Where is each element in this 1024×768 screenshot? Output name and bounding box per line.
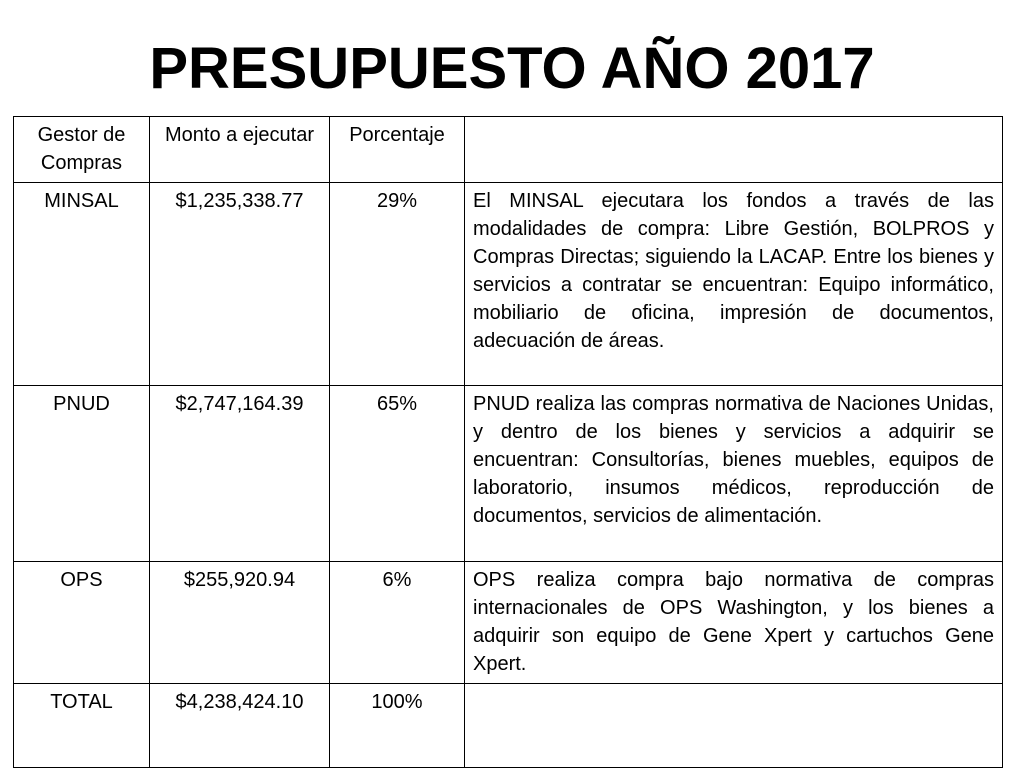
table-header-row bbox=[14, 117, 1003, 183]
header-porcentaje: Porcentaje bbox=[330, 117, 465, 183]
table-row-total bbox=[14, 684, 1003, 768]
header-descripcion bbox=[465, 117, 1003, 183]
cell-gestor: OPS bbox=[14, 562, 150, 684]
cell-descripcion bbox=[465, 684, 1003, 768]
cell-monto: $255,920.94 bbox=[150, 562, 330, 684]
cell-monto: $4,238,424.10 bbox=[150, 684, 330, 768]
cell-gestor: PNUD bbox=[14, 386, 150, 562]
cell-porcentaje: 29% bbox=[330, 183, 465, 386]
cell-descripcion: PNUD realiza las compras normativa de Naciones Unidas, y dentro de los bienes y servicios a adquirir se encuentran: Consultorías, bienes muebles, equipos de laboratorio, insumos médicos, reproducción de documentos, servicios de alimentación. bbox=[465, 386, 1003, 562]
cell-porcentaje: 6% bbox=[330, 562, 465, 684]
header-monto: Monto a ejecutar bbox=[150, 117, 330, 183]
table-row bbox=[14, 183, 1003, 386]
cell-descripcion: El MINSAL ejecutara los fondos a través de las modalidades de compra: Libre Gestión, BOLPROS y Compras Directas; siguiendo la LACAP. Entre los bienes y servicios a contratar se encuentran: Equipo informático, mobiliario de oficina, impresión de documentos, adecuación de áreas. bbox=[465, 183, 1003, 386]
header-gestor: Gestor de Compras bbox=[14, 117, 150, 183]
cell-gestor: TOTAL bbox=[14, 684, 150, 768]
cell-monto: $1,235,338.77 bbox=[150, 183, 330, 386]
table-row bbox=[14, 562, 1003, 684]
cell-porcentaje: 65% bbox=[330, 386, 465, 562]
budget-table bbox=[13, 116, 1003, 768]
cell-porcentaje: 100% bbox=[330, 684, 465, 768]
cell-monto: $2,747,164.39 bbox=[150, 386, 330, 562]
cell-gestor: MINSAL bbox=[14, 183, 150, 386]
cell-descripcion: OPS realiza compra bajo normativa de compras internacionales de OPS Washington, y los bienes a adquirir son equipo de Gene Xpert y cartuchos Gene Xpert. bbox=[465, 562, 1003, 684]
table-row bbox=[14, 386, 1003, 562]
slide-title: PRESUPUESTO AÑO 2017 bbox=[149, 36, 875, 101]
